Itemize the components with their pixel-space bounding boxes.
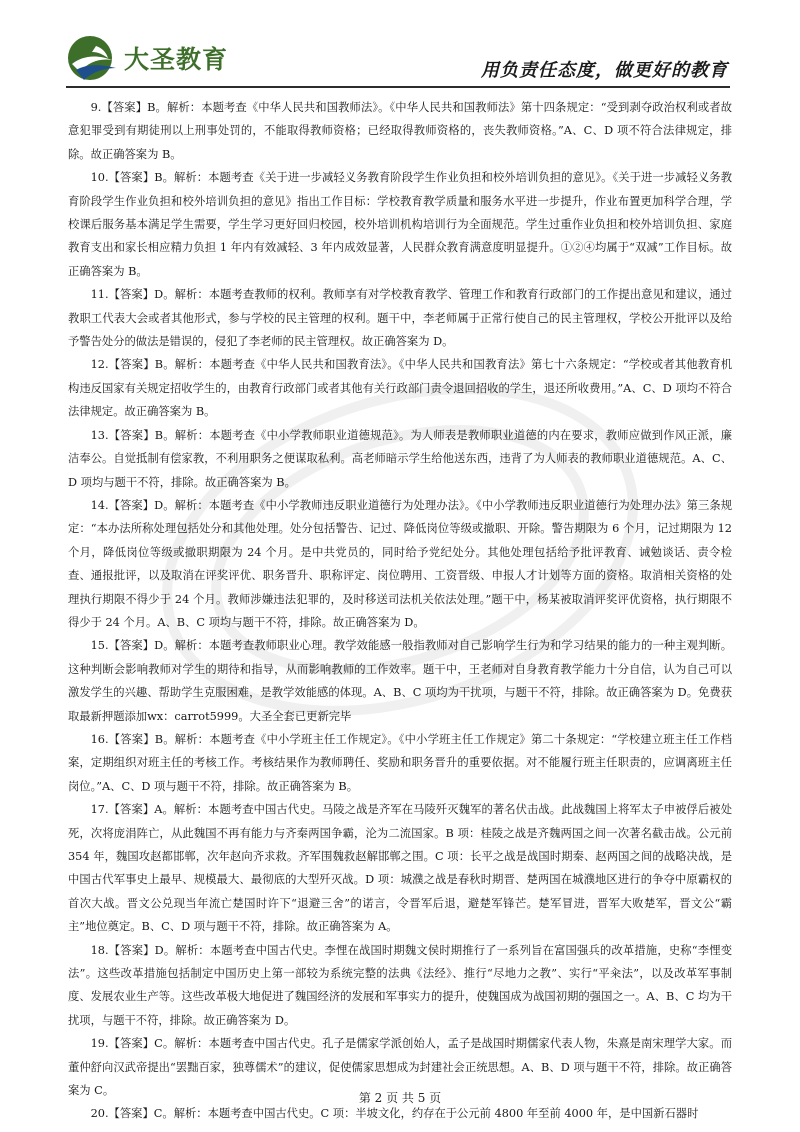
brand-logo: [66, 34, 276, 82]
answer-paragraph: 15.【答案】D。解析：本题考查教师职业心理。教学效能感一般指教师对自己影响学生行为和学习结果的能力的一种主观判断。这种判断会影响教师对学生的期待和指导，从而影响教师的工作效率。题干中，王老师对自身教育教学能力十分自信，认为自己可以激发学生的兴趣、帮助学生克服困难，是教学效能感的体现。A、B、C 项均为干扰项，与题干不符，排除。故正确答案为 D。免费获取最新押题添加wx：carrot5999。大圣全套已更新完毕: [68, 639, 732, 723]
answer-explanations: [68, 96, 732, 1126]
header-slogan: 用负责任态度，做更好的教育: [481, 60, 728, 81]
bird-logo-icon: [66, 34, 118, 82]
answer-paragraph: 18.【答案】D。解析：本题考查中国古代史。李悝在战国时期魏文侯时期推行了一系列旨在富国强兵的改革措施，史称“李悝变法”。这些改革措施包括制定中国历史上第一部较为系统完整的法典《法经》、推行“尽地力之教”、实行“平籴法”，以及改革军事制度、发展农业生产等。这些改革极大地促进了魏国经济的发展和军事实力的提升，使魏国成为战国初期的强国之一。A、B、C 均为干扰项，与题干不符，排除。故正确答案为 D。: [68, 943, 732, 1027]
answer-paragraph: 9.【答案】B。解析：本题考查《中华人民共和国教师法》。《中华人民共和国教师法》第十四条规定：“受到剥夺政治权利或者故意犯罪受到有期徒刑以上刑事处罚的，不能取得教师资格；已经取得教师资格的，丧失教师资格。”A、C、D 项不符合法律规定，排除。故正确答案为 B。: [68, 101, 732, 161]
page-number: 第 2 页 共 5 页: [358, 1091, 442, 1105]
answer-paragraph: 11.【答案】D。解析：本题考查教师的权利。教师享有对学校教育教学、管理工作和教育行政部门的工作提出意见和建议，通过教职工代表大会或者其他形式，参与学校的民主管理的权利。题干中，李老师属于正常行使自己的民主管理权，学校公开批评以及给予警告处分的做法是错误的，侵犯了李老师的民主管理权。故正确答案为 D。: [68, 288, 732, 349]
logo-text: 大圣教育: [124, 45, 229, 74]
answer-paragraph: 13.【答案】B。解析：本题考查《中小学教师职业道德规范》。为人师表是教师职业道德的内在要求，教师应做到作风正派，廉洁奉公。自觉抵制有偿家教，不利用职务之便谋取私利。高老师暗示学生给他送东西，违背了为人师表的教师职业道德规范。A、C、D 项均与题干不符，排除。故正确答案为 B。: [68, 428, 732, 489]
answer-paragraph: 20.【答案】C。解析：本题考查中国古代史。C 项：半坡文化，约存在于公元前 4800 年至前 4000 年，是中国新石器时: [90, 1107, 699, 1121]
answer-paragraph: 10.【答案】B。解析：本题考查《关于进一步减轻义务教育阶段学生作业负担和校外培训负担的意见》。《关于进一步减轻义务教育阶段学生作业负担和校外培训负担的意见》指出工作目标：学校教育教学质量和服务水平进一步提升，作业布置更加科学合理，学校课后服务基本满足学生需要，学生学习更好回归校园，校外培训机构培训行为全面规范。学生过重作业负担和校外培训负担、家庭教育支出和家长相应精力负担 1 年内有效减轻、3 年内成效显著，人民群众教育满意度明显提升。①②④均属于“双减”工作目标。故正确答案为 B。: [68, 171, 732, 278]
answer-paragraph: 12.【答案】B。解析：本题考查《中华人民共和国教育法》。《中华人民共和国教育法》第七十六条规定：“学校或者其他教育机构违反国家有关规定招收学生的，由教育行政部门或者其他有关行政部门责令退回招收的学生，退还所收费用。”A、C、D 项均不符合法律规定。故正确答案为 B。: [68, 358, 732, 419]
answer-paragraph: 14.【答案】D。解析：本题考查《中小学教师违反职业道德行为处理办法》。《中小学教师违反职业道德行为处理办法》第三条规定：“本办法所称处理包括处分和其他处理。处分包括警告、记过、降低岗位等级或撤职、开除。警告期限为 6 个月，记过期限为 12 个月，降低岗位等级或撤职期限为 24 个月。是中共党员的，同时给予党纪处分。其他处理包括给予批评教育、诫勉谈话、责令检查、通报批评，以及取消在评奖评优、职务晋升、职称评定、岗位聘用、工资晋级、申报人才计划等方面的资格。取消相关资格的处理执行期限不得少于 24 个月。教师涉嫌违法犯罪的，及时移送司法机关依法处理。”题干中，杨某被取消评奖评优资格，执行期限不得少于 24 个月。A、B、C 项均与题干不符，排除。故正确答案为 D。: [68, 498, 732, 629]
page-header: [66, 34, 730, 88]
answer-paragraph: 19.【答案】C。解析：本题考查中国古代史。孔子是儒家学派创始人，孟子是战国时期儒家代表人物，朱熹是南宋理学大家。而董仲舒向汉武帝提出“罢黜百家，独尊儒术”的建议，促使儒家思想成为封建社会正统思想。A、B、D 项与题干不符，排除。故正确答案为 C。: [68, 1037, 732, 1098]
answer-paragraph: 16.【答案】B。解析：本题考查《中小学班主任工作规定》。《中小学班主任工作规定》第二十条规定：“学校建立班主任工作档案，定期组织对班主任的考核工作。考核结果作为教师聘任、奖励和职务晋升的重要依据。对不能履行班主任职责的，应调离班主任岗位。”A、C、D 项与题干不符，排除。故正确答案为 B。: [68, 732, 732, 793]
answer-paragraph: 17.【答案】A。解析：本题考查中国古代史。马陵之战是齐军在马陵歼灭魏军的著名伏击战。此战魏国上将军太子申被俘后被处死，次将庞涓阵亡，从此魏国不再有能力与齐秦两国争霸，沦为二流国家。B 项：桂陵之战是齐魏两国之间一次著名截击战。公元前 354 年，魏国攻赵都邯郸，次年赵向齐求救。齐军围魏救赵解邯郸之围。C 项：长平之战是战国时期秦、赵两国之间的战略决战，是中国古代军事史上最早、规模最大、最彻底的大型歼灭战。D 项：城濮之战是春秋时期晋、楚两国在城濮地区进行的争夺中原霸权的首次大战。晋文公兑现当年流亡楚国时许下“退避三舍”的诺言，令晋军后退，避楚军锋芒。楚军冒进，晋军大败楚军，晋文公“霸主”地位奠定。B、C、D 项与题干不符，排除。故正确答案为 A。: [68, 803, 732, 934]
